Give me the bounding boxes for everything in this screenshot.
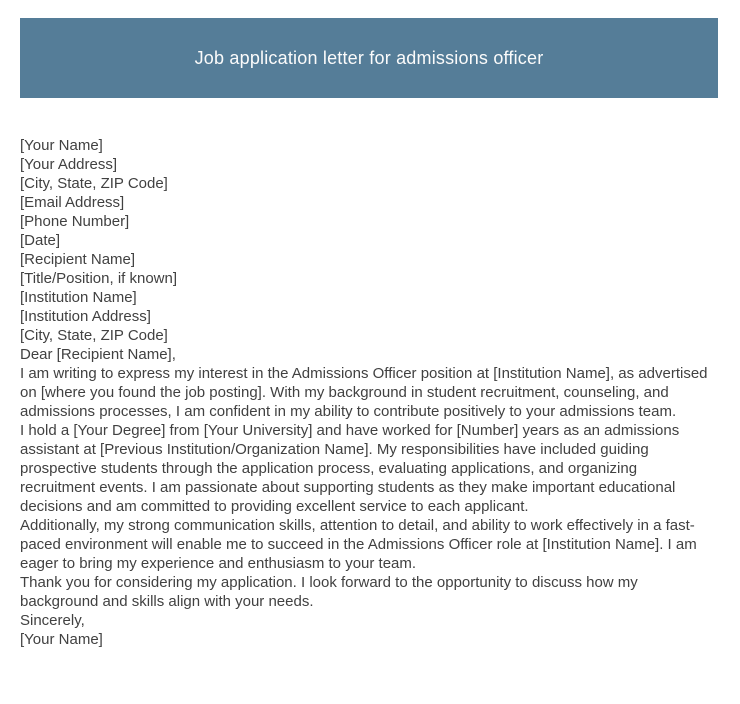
letter-line: [Title/Position, if known]: [20, 270, 178, 287]
letter-paragraph: Additionally, my strong communication skills, attention to detail, and ability to work effectively in a fast-paced environment will enable me to succeed in the Admissions Officer role at [Institution Name]. I am eager to bring my experience and enthusiasm to your team.: [20, 517, 697, 572]
letter-paragraph: I hold a [Your Degree] from [Your University] and have worked for [Number] years as an admissions assistant at [Previous Institution/Organization Name]. My responsibilities have included guiding prospective students through the application process, evaluating applications, and organizing recruitment events. I am passionate about supporting students as they make important educational decisions and am committed to providing excellent service to each applicant.: [20, 422, 680, 515]
letter-line: [Email Address]: [20, 194, 125, 211]
letter-paragraph: Thank you for considering my application. I look forward to the opportunity to discuss how my background and skills align with your needs.: [20, 574, 638, 610]
letter-line: [Your Address]: [20, 156, 118, 173]
letter-line: [Institution Name]: [20, 289, 137, 306]
letter-line: [Recipient Name]: [20, 251, 136, 268]
recipient-address-block: [20, 250, 716, 345]
sender-address-block: [20, 136, 716, 250]
letter-paragraph: I am writing to express my interest in the Admissions Officer position at [Institution Name], as advertised on [where you found the job posting]. With my background in student recruitment, counseling, and admissions processes, I am confident in my ability to contribute positively to your admissions team.: [20, 365, 708, 420]
letter-line: [Your Name]: [20, 137, 103, 154]
document-title-banner: [20, 18, 718, 98]
salutation-line: Dear [Recipient Name],: [20, 346, 176, 363]
letter-body: [20, 136, 716, 649]
signature-line: [Your Name]: [20, 631, 103, 648]
closing-line: Sincerely,: [20, 612, 85, 629]
letter-line: [Institution Address]: [20, 308, 151, 325]
letter-paragraphs: [20, 364, 716, 611]
letter-line: [City, State, ZIP Code]: [20, 327, 168, 344]
letter-line: [Phone Number]: [20, 213, 130, 230]
page-title: Job application letter for admissions officer: [194, 48, 544, 68]
document-page: [0, 18, 740, 704]
letter-line: [Date]: [20, 232, 61, 249]
letter-line: [City, State, ZIP Code]: [20, 175, 168, 192]
